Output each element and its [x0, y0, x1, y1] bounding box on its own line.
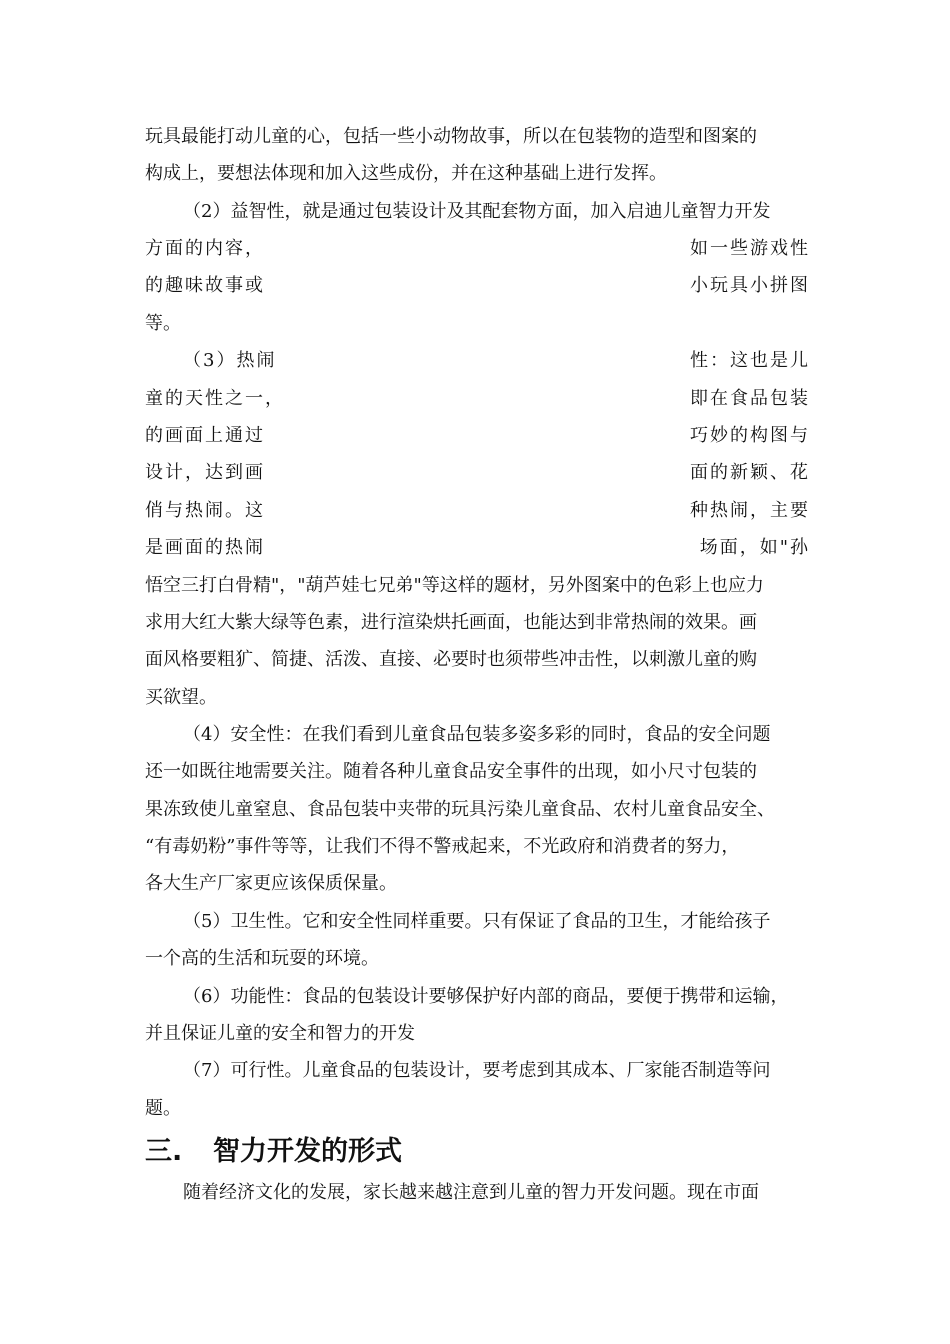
- split-line-6-right: 面的新颖、花: [690, 462, 810, 483]
- split-line-4-left: 童的天性之一，: [145, 388, 285, 409]
- split-line-8-right: 场面，如"孙: [699, 537, 810, 558]
- split-line-8: [145, 529, 810, 566]
- text-line-1: 玩具最能打动儿童的心，包括一些小动物故事，所以在包装物的造型和图案的: [145, 126, 757, 147]
- text-line-5: 悟空三打白骨精"，"葫芦娃七兄弟"等这样的题材，另外图案中的色彩上也应力: [145, 575, 764, 596]
- split-line-7-left: 俏与热闹。这: [145, 500, 265, 521]
- text-line-15: 一个高的生活和玩耍的环境。: [145, 948, 379, 969]
- section-title: 智力开发的形式: [213, 1136, 402, 1167]
- split-line-2: [145, 267, 810, 304]
- text-line-9: （4）安全性：在我们看到儿童食品包装多姿多彩的同时，食品的安全问题: [183, 724, 771, 745]
- split-line-1-left: 方面的内容，: [145, 238, 265, 259]
- split-line-7-right: 种热闹，主要: [690, 500, 810, 521]
- split-line-2-right: 小玩具小拼图: [690, 275, 810, 296]
- split-line-4: [145, 380, 810, 417]
- split-line-2-left: 的趣味故事或: [145, 275, 265, 296]
- text-line-12: “有毒奶粉”事件等等，让我们不得不警戒起来，不光政府和消费者的努力，: [145, 836, 740, 857]
- split-line-7: [145, 492, 810, 529]
- text-line-11: 果冻致使儿童窒息、食品包装中夹带的玩具污染儿童食品、农村儿童食品安全、: [145, 799, 775, 820]
- text-line-13: 各大生产厂家更应该保质保量。: [145, 873, 397, 894]
- split-line-8-left: 是画面的热闹: [145, 537, 265, 558]
- text-line-16: （6）功能性：食品的包装设计要够保护好内部的商品，要便于携带和运输，: [183, 986, 789, 1007]
- split-line-3-left: （3）热闹: [183, 350, 277, 371]
- text-line-18: （7）可行性。儿童食品的包装设计，要考虑到其成本、厂家能否制造等问: [183, 1060, 771, 1081]
- section-heading: [145, 1130, 402, 1174]
- text-line-19: 题。: [145, 1098, 181, 1119]
- text-line-6: 求用大红大紫大绿等色素，进行渲染烘托画面，也能达到非常热闹的效果。画: [145, 612, 757, 633]
- section-number: 三.: [145, 1136, 183, 1167]
- split-line-6-left: 设计，达到画: [145, 462, 265, 483]
- text-line-3: （2）益智性，就是通过包装设计及其配套物方面，加入启迪儿童智力开发: [183, 201, 771, 222]
- split-line-5-right: 巧妙的构图与: [690, 425, 810, 446]
- text-line-14: （5）卫生性。它和安全性同样重要。只有保证了食品的卫生，才能给孩子: [183, 911, 771, 932]
- split-line-6: [145, 454, 810, 491]
- split-line-5: [145, 417, 810, 454]
- text-line-17: 并且保证儿童的安全和智力的开发: [145, 1023, 415, 1044]
- text-line-2: 构成上，要想法体现和加入这些成份，并在这种基础上进行发挥。: [145, 163, 667, 184]
- split-line-1-right: 如一些游戏性: [690, 238, 810, 259]
- split-line-4-right: 即在食品包装: [690, 388, 810, 409]
- text-line-7: 面风格要粗犷、简捷、活泼、直接、必要时也须带些冲击性，以刺激儿童的购: [145, 649, 757, 670]
- text-line-8: 买欲望。: [145, 687, 217, 708]
- split-line-3-right: 性：这也是儿: [690, 350, 810, 371]
- split-line-3: [145, 342, 810, 379]
- text-line-10: 还一如既往地需要关注。随着各种儿童食品安全事件的出现，如小尺寸包装的: [145, 761, 757, 782]
- split-line-5-left: 的画面上通过: [145, 425, 265, 446]
- text-line-20: 随着经济文化的发展，家长越来越注意到儿童的智力开发问题。现在市面: [183, 1182, 759, 1203]
- split-line-1: [145, 230, 810, 267]
- text-line-4: 等。: [145, 313, 181, 334]
